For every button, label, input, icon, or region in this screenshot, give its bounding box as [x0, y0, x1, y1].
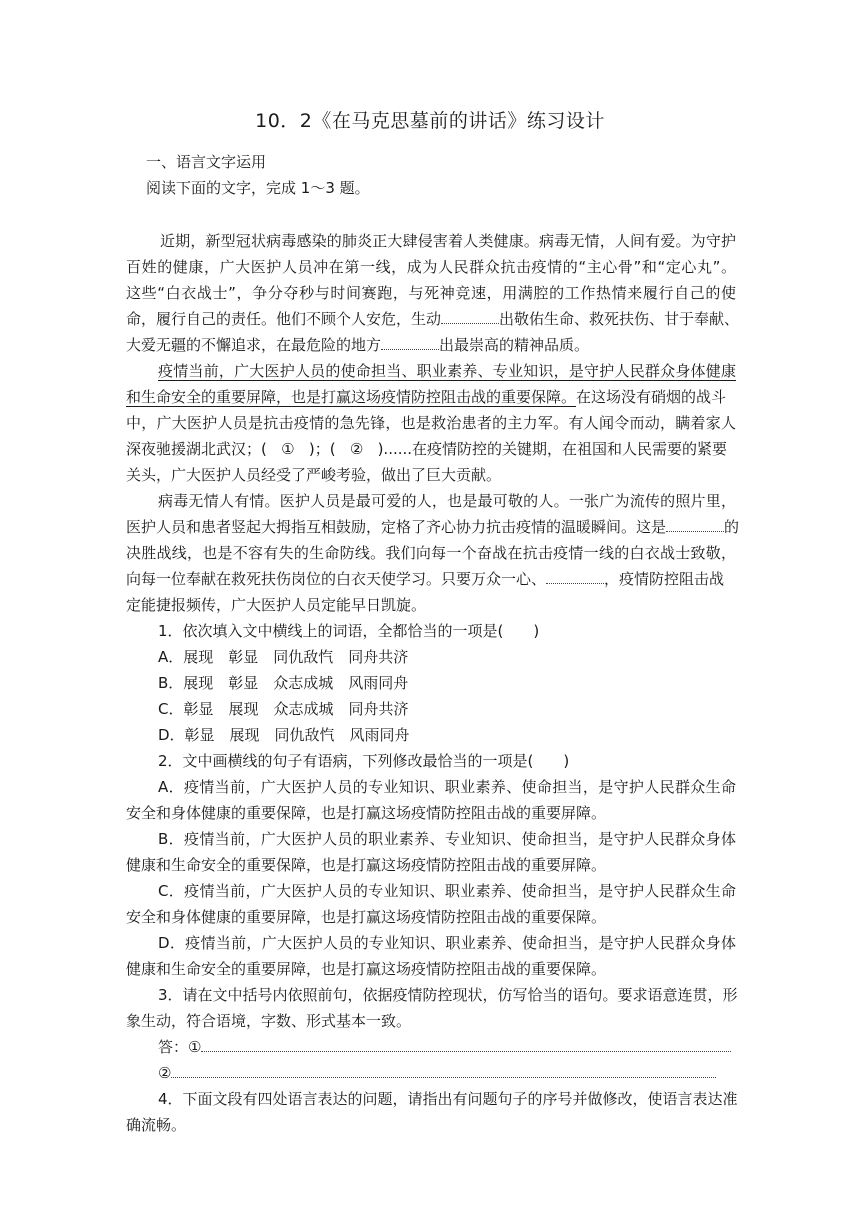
section-heading: 一、语言文字运用 [146, 153, 267, 171]
q3-answer-2 [158, 1060, 736, 1086]
passage-p1-line2: 百姓的健康，广大医护人员冲在第一线，成为人民群众抗击疫情的“主心骨”和“定心丸”。 [126, 258, 736, 276]
q3-stem-line2: 象生动，符合语境，字数、形式基本一致。 [126, 1012, 412, 1030]
passage-p3-line3: 决胜战线，也是不容有失的生命防线。我们向每一个奋战在抗击疫情一线的白衣战士致敬， [126, 544, 736, 562]
passage-p3-line4-a: 向每一位奉献在救死扶伤岗位的白衣天使学习。只要万众一心、 [126, 570, 547, 588]
passage-p2-line3: 中，广大医护人员是抗击疫情的急先锋，也是救治患者的主力军。有人闻令而动，瞒着家人 [126, 414, 736, 432]
answer-label-1: 答：① [158, 1038, 202, 1056]
passage-p3-line2-b: 的 [724, 518, 740, 536]
q1-option-b: B．展现 彰显 众志成城 风雨同舟 [158, 674, 409, 692]
q4-stem-line2: 确流畅。 [126, 1116, 187, 1134]
paren-close-open: )；( [308, 440, 336, 458]
passage-p2-line5: 关头，广大医护人员经受了严峻考验，做出了巨大贡献。 [126, 466, 502, 484]
q2-option-a-line1: A．疫情当前，广大医护人员的专业知识、职业素养、使命担当，是守护人民群众生命 [158, 778, 736, 796]
blank-1 [441, 309, 499, 324]
page-title: 10．2《在马克思墓前的讲话》练习设计 [255, 110, 605, 132]
q2-option-c-line2: 安全和身体健康的重要屏障，也是打赢这场疫情防控阻击战的重要保障。 [126, 908, 607, 926]
q2-stem: 2．文中画横线的句子有语病，下列修改最恰当的一项是( ) [158, 752, 570, 770]
blank-3 [666, 517, 724, 532]
passage-p3-line2 [126, 514, 740, 540]
q2-option-d-line1: D．疫情当前，广大医护人员的专业知识、职业素养、使命担当，是守护人民群众身体 [158, 934, 736, 952]
marker-1: ① [281, 440, 295, 458]
q2-option-c-line1: C．疫情当前，广大医护人员的专业知识、职业素养、使命担当，是守护人民群众生命 [158, 882, 736, 900]
q4-stem-line1: 4．下面文段有四处语言表达的问题，请指出有问题句子的序号并做修改，使语言表达准 [158, 1090, 738, 1108]
answer-line-2[interactable] [171, 1063, 716, 1078]
blank-2 [381, 335, 439, 350]
passage-p2-line4-b: )......在疫情防控的关键期，在祖国和人民需要的紧要 [377, 440, 728, 458]
passage-p2-line1: 疫情当前，广大医护人员的使命担当、职业素养、专业知识，是守护人民群众身体健康 [158, 362, 736, 380]
answer-label-2: ② [158, 1064, 172, 1082]
passage-p3-line2-a: 医护人员和患者竖起大拇指互相鼓励，定格了齐心协力抗击疫情的温暖瞬间。这是 [126, 518, 667, 536]
passage-p2-line2 [126, 384, 736, 410]
underlined-sentence-end: 和生命安全的重要屏障，也是打赢这场疫情防控阻击战的重要保障。 [126, 388, 577, 406]
q1-stem: 1．依次填入文中横线上的词语，全都恰当的一项是( ) [158, 622, 540, 640]
q1-option-a: A．展现 彰显 同仇敌忾 同舟共济 [158, 648, 409, 666]
passage-p1-line5-b: 出最崇高的精神品质。 [439, 336, 590, 354]
passage-p1-line1: 近期，新型冠状病毒感染的肺炎正大肆侵害着人类健康。病毒无情，人间有爱。为守护 [160, 232, 736, 250]
q2-option-d-line2: 健康和生命安全的重要屏障，也是打赢这场疫情防控阻击战的重要保障。 [126, 960, 607, 978]
q1-option-c: C．彰显 展现 众志成城 同舟共济 [158, 700, 409, 718]
passage-p1-line4-a: 命，履行自己的责任。他们不顾个人安危，生动 [126, 310, 442, 328]
passage-p2-line2-b: 在这场没有硝烟的战斗 [576, 388, 727, 406]
passage-p1-line5 [126, 332, 736, 358]
marker-2: ② [349, 440, 364, 458]
passage-p1-line4-b: 出敬佑生命、救死扶伤、甘于奉献、 [499, 310, 740, 328]
q2-option-a-line2: 安全和身体健康的重要保障，也是打赢这场疫情防控阻击战的重要屏障。 [126, 804, 607, 822]
q2-option-b-line1: B．疫情当前，广大医护人员的职业素养、专业知识、使命担当，是守护人民群众身体 [158, 830, 736, 848]
passage-p3-line1: 病毒无情人有情。医护人员是最可爱的人，也是最可敬的人。一张广为流传的照片里， [158, 492, 736, 510]
answer-line-1[interactable] [201, 1037, 731, 1052]
instruction: 阅读下面的文字，完成 1～3 题。 [146, 179, 370, 197]
passage-p3-line4-b: ，疫情防控阻击战 [604, 570, 725, 588]
q1-option-d: D．彰显 展现 同仇敌忾 风雨同舟 [158, 726, 410, 744]
paren-open-1: 深夜驰援湖北武汉；( [126, 440, 267, 458]
q2-option-b-line2: 健康和生命安全的重要保障，也是打赢这场疫情防控阻击战的重要屏障。 [126, 856, 607, 874]
blank-4 [546, 569, 604, 584]
passage-p3-line4 [126, 566, 736, 592]
passage-p2-line4 [126, 436, 736, 462]
passage-p3-line5: 定能捷报频传，广大医护人员定能早日凯旋。 [126, 596, 427, 614]
passage-p1-line5-a: 大爱无疆的不懈追求，在最危险的地方 [126, 336, 382, 354]
passage-p1-line3: 这些“白衣战士”，争分夺秒与时间赛跑，与死神竞速，用满腔的工作热情来履行自己的使 [126, 284, 736, 302]
passage-p1-line4 [126, 306, 740, 332]
q3-answer-1 [158, 1034, 736, 1060]
q3-stem-line1: 3．请在文中括号内依照前句，依据疫情防控现状，仿写恰当的语句。要求语意连贯，形 [158, 986, 738, 1004]
